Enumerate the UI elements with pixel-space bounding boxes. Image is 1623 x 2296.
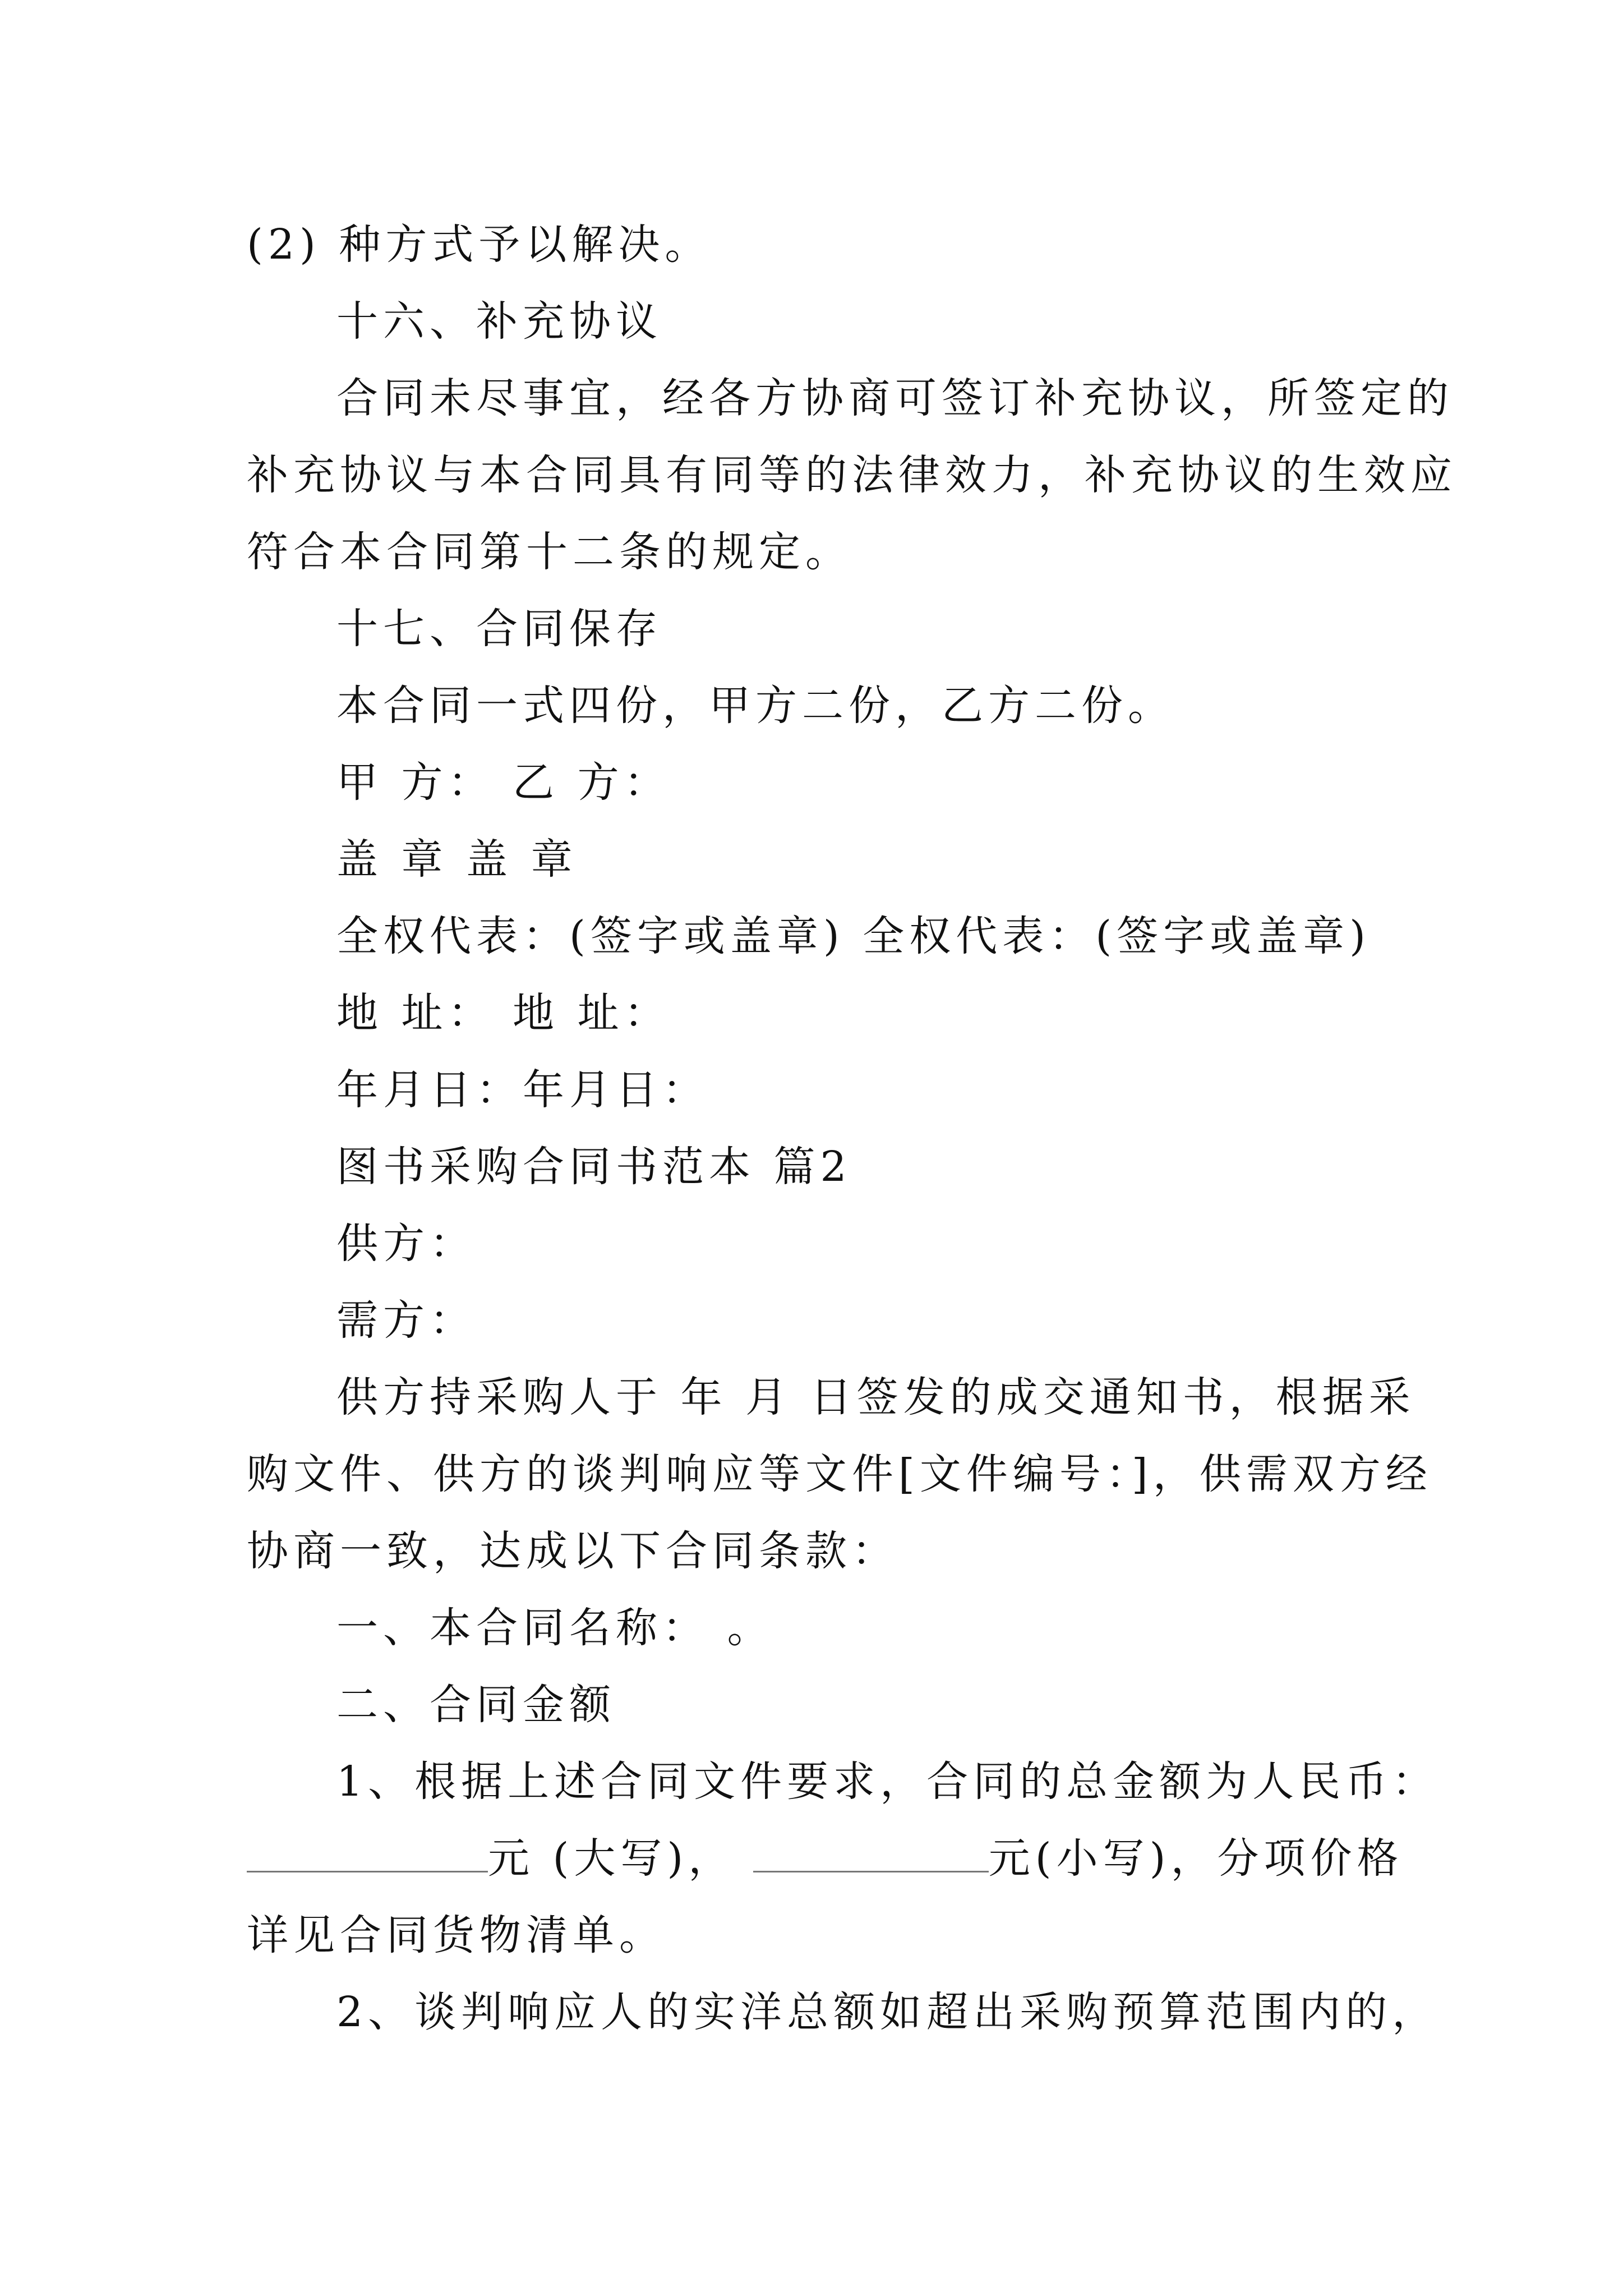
- text-line-1: (2) 种方式予以解决。: [247, 220, 712, 269]
- amount-intro-line: 1、根据上述合同文件要求，合同的总金额为人民币：: [336, 1757, 1439, 1806]
- contract-name-line: 一、本合同名称： 。: [336, 1604, 774, 1652]
- text-line-24: 2、谈判响应人的实洋总额如超出采购预算范围内的，: [336, 1988, 1439, 2036]
- text-line-16: 供方持采购人于 年 月 日签发的成交通知书，根据采: [336, 1373, 1415, 1421]
- buyer-label: 需方：: [336, 1296, 476, 1345]
- amount-line: [247, 1819, 1623, 1898]
- text-line-5: 符合本合同第十二条的规定。: [247, 528, 852, 576]
- supplier-label: 供方：: [336, 1220, 476, 1268]
- section-heading-17: 十七、合同保存: [336, 605, 662, 653]
- text-line-17: 购文件、供方的谈判响应等文件[文件编号：]，供需双方经: [247, 1450, 1432, 1498]
- date-labels: 年月日：年月日：: [336, 1066, 709, 1114]
- text-line-4: 补充协议与本合同具有同等的法律效力，补充协议的生效应: [247, 451, 1457, 499]
- article-title: 图书采购合同书范本 篇2: [336, 1143, 852, 1191]
- address-labels: 地 址： 地 址：: [336, 989, 671, 1037]
- representative-labels: 全权代表：(签字或盖章) 全权代表：(签字或盖章): [336, 912, 1371, 960]
- text-line-18: 协商一致，达成以下合同条款：: [247, 1527, 898, 1575]
- amount-in-words-blank: [247, 1832, 488, 1872]
- amount-in-words-label: 元 (大写)，: [488, 1834, 735, 1883]
- section-heading-amount: 二、合同金额: [336, 1681, 616, 1729]
- text-line-7: 本合同一式四份，甲方二份，乙方二份。: [336, 682, 1174, 730]
- text-line-23: 详见合同货物清单。: [247, 1911, 666, 1959]
- amount-in-figures-label: 元(小写)，分项价格: [988, 1834, 1404, 1883]
- section-heading-16: 十六、补充协议: [336, 297, 662, 346]
- seal-labels: 盖 章 盖 章: [336, 835, 578, 884]
- party-labels: 甲 方： 乙 方：: [336, 758, 671, 807]
- text-line-3: 合同未尽事宜，经各方协商可签订补充协议，所签定的: [336, 374, 1454, 422]
- amount-in-figures-blank: [753, 1832, 989, 1872]
